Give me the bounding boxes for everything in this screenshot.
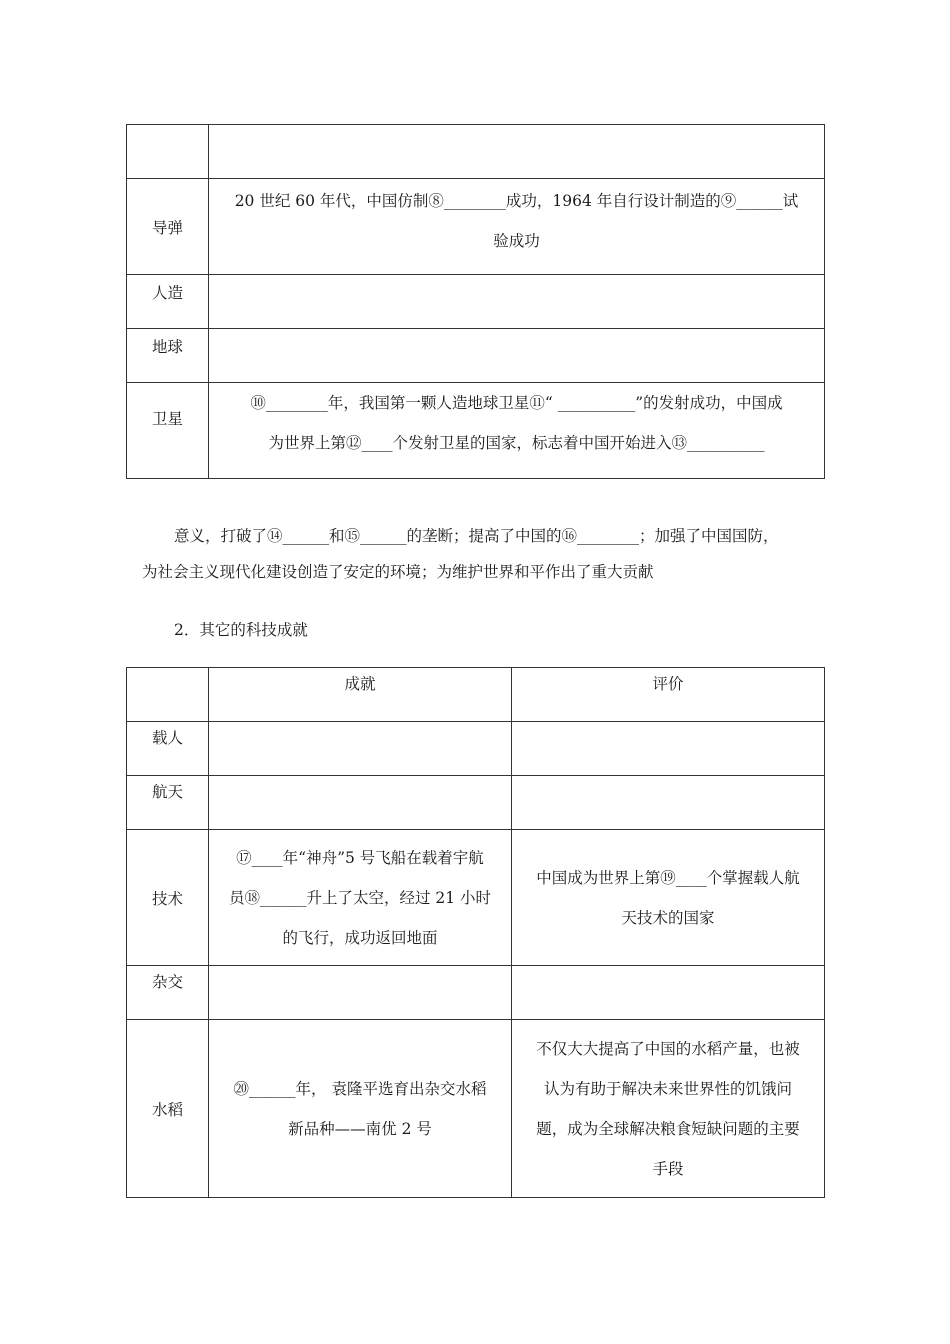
table-other-achievements: [126, 667, 825, 1198]
table-row: [127, 722, 825, 776]
content-line: 20 世纪 60 年代，中国仿制⑧________成功，1964 年自行设计制造的⑨______试: [234, 192, 799, 210]
table-row: [127, 1020, 825, 1198]
row-label-text: 杂交: [151, 973, 183, 991]
row-label-text: 人造: [151, 284, 183, 302]
evaluation-cell: [512, 722, 825, 776]
evaluation-cell: [512, 830, 825, 966]
row-label: [127, 383, 209, 479]
table-row: [127, 383, 825, 479]
evaluation-cell: [512, 776, 825, 830]
evaluation-line: 手段: [652, 1159, 684, 1178]
table-row: [127, 179, 825, 275]
table-missiles-satellites: [126, 124, 825, 479]
achievement-cell: [209, 966, 512, 1020]
row-label-text: 水稻: [151, 1100, 183, 1119]
row-label: [127, 125, 209, 179]
row-label-text: 航天: [151, 783, 183, 801]
table-row: [127, 275, 825, 329]
row-label: [127, 179, 209, 275]
evaluation-line: 不仅大大提高了中国的水稻产量，也被: [536, 1039, 800, 1058]
row-label-text: 导弹: [151, 218, 183, 237]
row-label-text: 地球: [151, 338, 183, 356]
achievement-line: ⑳______年， 袁隆平选育出杂交水稻: [233, 1079, 487, 1098]
content-line: 验成功: [493, 232, 540, 250]
section-heading: 2．其它的科技成就: [174, 621, 308, 639]
achievement-line: 新品种——南优 2 号: [288, 1119, 432, 1138]
header-achievement: 成就: [344, 675, 376, 693]
table-header-row: [127, 668, 825, 722]
header-cell: [127, 668, 209, 722]
evaluation-line: 天技术的国家: [621, 908, 715, 927]
achievement-cell: [209, 1020, 512, 1198]
paragraph-line: 为社会主义现代化建设创造了安定的环境；为维护世界和平作出了重大贡献: [142, 563, 654, 581]
table-row: [127, 125, 825, 179]
row-content: [209, 383, 825, 479]
row-label: [127, 275, 209, 329]
achievement-cell: [209, 776, 512, 830]
row-label-text: 技术: [151, 889, 183, 908]
row-label-text: 卫星: [151, 410, 183, 428]
evaluation-line: 中国成为世界上第⑲____个掌握载人航: [536, 868, 800, 887]
evaluation-line: 认为有助于解决未来世界性的饥饿问: [543, 1079, 792, 1098]
row-label: [127, 329, 209, 383]
evaluation-line: 题，成为全球解决粮食短缺问题的主要: [536, 1119, 800, 1138]
evaluation-cell: [512, 966, 825, 1020]
evaluation-cell: [512, 1020, 825, 1198]
header-cell: [209, 668, 512, 722]
row-label: [127, 1020, 209, 1198]
content-line: 为世界上第⑫____个发射卫星的国家，标志着中国开始进入⑬__________: [268, 434, 765, 452]
achievement-line: 的飞行，成功返回地面: [282, 928, 438, 947]
row-label-text: 载人: [151, 729, 183, 747]
row-label: [127, 966, 209, 1020]
row-content: [209, 275, 825, 329]
content-line: ⑩________年，我国第一颗人造地球卫星⑪“ __________”的发射成功，中国成: [250, 394, 783, 412]
achievement-cell: [209, 722, 512, 776]
row-content: [209, 179, 825, 275]
row-content: [209, 329, 825, 383]
header-cell: [512, 668, 825, 722]
significance-paragraph: [126, 518, 826, 590]
paragraph-line: 意义，打破了⑭______和⑮______的垄断；提高了中国的⑯________；加强了中国国防，: [174, 527, 779, 545]
achievement-line: 员⑱______升上了太空，经过 21 小时: [228, 888, 492, 907]
header-evaluation: 评价: [652, 675, 684, 693]
table-row: [127, 776, 825, 830]
row-label: [127, 830, 209, 966]
table-row: [127, 966, 825, 1020]
row-label: [127, 776, 209, 830]
table-row: [127, 830, 825, 966]
row-label: [127, 722, 209, 776]
row-content: [209, 125, 825, 179]
achievement-line: ⑰____年“神舟”5 号飞船在载着宇航: [236, 848, 484, 867]
achievement-cell: [209, 830, 512, 966]
table-row: [127, 329, 825, 383]
